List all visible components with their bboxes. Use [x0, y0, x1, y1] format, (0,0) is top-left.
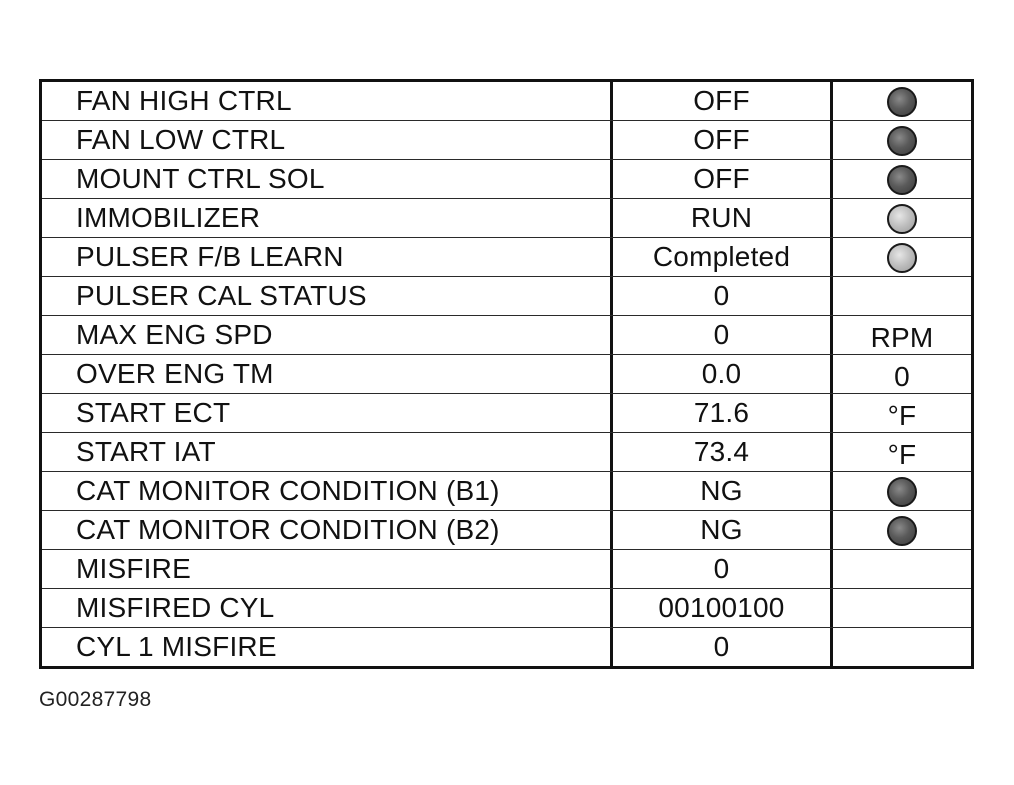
parameter-status [833, 511, 971, 549]
parameter-unit: °F [887, 439, 917, 470]
status-dot-dark-icon [887, 165, 917, 195]
parameter-value: 0.0 [613, 355, 833, 393]
parameter-value: Completed [613, 238, 833, 276]
parameter-value: OFF [613, 160, 833, 198]
table-row[interactable] [42, 510, 971, 549]
parameter-name: IMMOBILIZER [42, 199, 613, 237]
table-row[interactable] [42, 627, 971, 666]
table-row[interactable] [42, 315, 971, 354]
parameter-value: NG [613, 511, 833, 549]
parameter-name: CAT MONITOR CONDITION (B2) [42, 511, 613, 549]
table-row[interactable] [42, 276, 971, 315]
parameter-name: MAX ENG SPD [42, 316, 613, 354]
parameter-value: 00100100 [613, 589, 833, 627]
parameter-status [833, 355, 971, 393]
parameter-status [833, 82, 971, 120]
parameter-name: CYL 1 MISFIRE [42, 628, 613, 666]
parameter-status [833, 238, 971, 276]
status-dot-dark-icon [887, 477, 917, 507]
parameter-name: FAN LOW CTRL [42, 121, 613, 159]
parameter-status [833, 199, 971, 237]
parameter-status [833, 472, 971, 510]
parameter-status [833, 394, 971, 432]
parameter-value: 0 [613, 316, 833, 354]
parameter-name: OVER ENG TM [42, 355, 613, 393]
parameter-value: 0 [613, 277, 833, 315]
parameter-status [833, 277, 971, 315]
data-list-table [39, 79, 974, 669]
status-dot-dark-icon [887, 126, 917, 156]
parameter-name: START IAT [42, 433, 613, 471]
parameter-name: PULSER CAL STATUS [42, 277, 613, 315]
table-row[interactable] [42, 354, 971, 393]
table-row[interactable] [42, 393, 971, 432]
parameter-value: 0 [613, 550, 833, 588]
parameter-status [833, 433, 971, 471]
parameter-name: START ECT [42, 394, 613, 432]
parameter-value: OFF [613, 82, 833, 120]
parameter-status [833, 121, 971, 159]
parameter-value: 0 [613, 628, 833, 666]
parameter-unit: RPM [870, 322, 934, 353]
table-row[interactable] [42, 159, 971, 198]
parameter-value: RUN [613, 199, 833, 237]
table-row[interactable] [42, 120, 971, 159]
parameter-value: 73.4 [613, 433, 833, 471]
parameter-status [833, 589, 971, 627]
table-row[interactable] [42, 82, 971, 120]
parameter-name: MISFIRE [42, 550, 613, 588]
table-row[interactable] [42, 588, 971, 627]
parameter-name: MOUNT CTRL SOL [42, 160, 613, 198]
table-row[interactable] [42, 549, 971, 588]
table-row[interactable] [42, 471, 971, 510]
table-row[interactable] [42, 198, 971, 237]
parameter-value: 71.6 [613, 394, 833, 432]
parameter-name: MISFIRED CYL [42, 589, 613, 627]
parameter-status [833, 550, 971, 588]
status-dot-light-icon [887, 243, 917, 273]
status-dot-light-icon [887, 204, 917, 234]
parameter-name: CAT MONITOR CONDITION (B1) [42, 472, 613, 510]
parameter-value: NG [613, 472, 833, 510]
figure-id-caption: G00287798 [39, 688, 152, 711]
parameter-name: FAN HIGH CTRL [42, 82, 613, 120]
parameter-value: OFF [613, 121, 833, 159]
status-dot-dark-icon [887, 87, 917, 117]
parameter-status [833, 628, 971, 666]
status-dot-dark-icon [887, 516, 917, 546]
parameter-status [833, 316, 971, 354]
parameter-unit: 0 [894, 361, 910, 392]
parameter-name: PULSER F/B LEARN [42, 238, 613, 276]
parameter-status [833, 160, 971, 198]
table-row[interactable] [42, 432, 971, 471]
parameter-unit: °F [887, 400, 917, 431]
table-row[interactable] [42, 237, 971, 276]
